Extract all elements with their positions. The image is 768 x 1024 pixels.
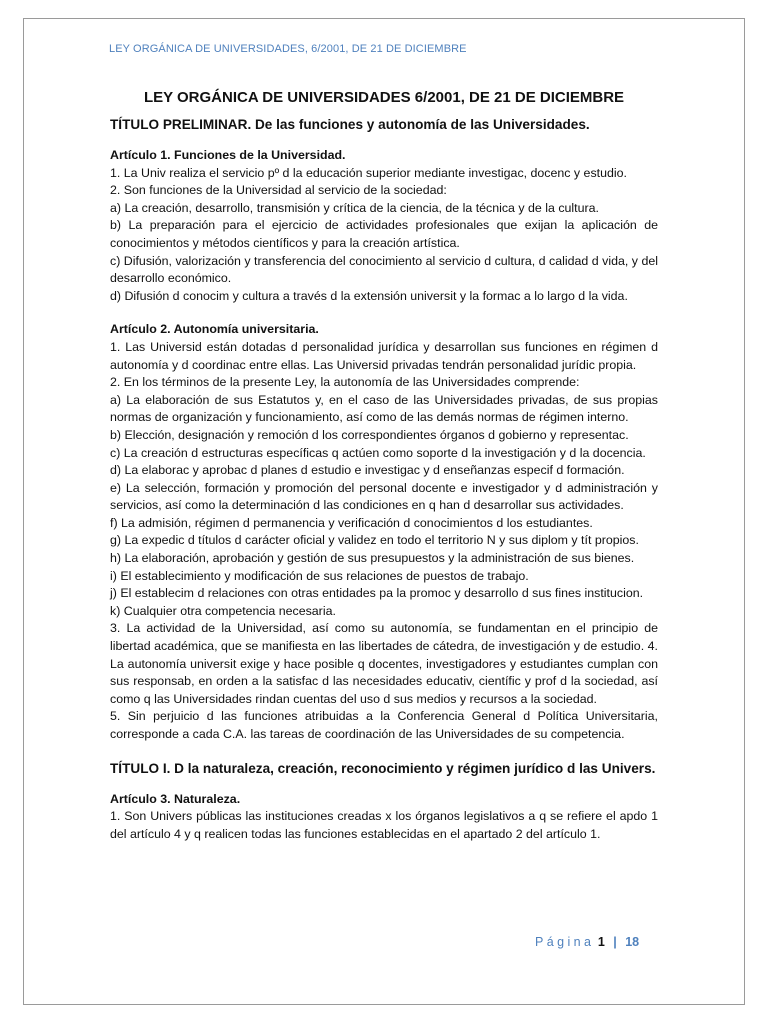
running-header: LEY ORGÁNICA DE UNIVERSIDADES, 6/2001, DE 21 DE DICIEMBRE <box>109 43 467 55</box>
titulo-i-heading: TÍTULO I. D la naturaleza, creación, reconocimiento y régimen jurídico d las Univers. <box>110 760 656 776</box>
paragraph: 1. Son Univers públicas las instituciones creadas x los órganos legislativos a q se refiere el apdo 1 del artículo 4 y q realicen todas las funciones establecidas en el apartado 2 del artículo 1. <box>110 809 658 841</box>
paragraph: b) La preparación para el ejercicio de actividades profesionales que exijan la aplicación de conocimientos y métodos científicos y para la creación artística. <box>110 218 658 250</box>
document-body <box>110 88 658 859</box>
page-footer <box>535 935 639 949</box>
articulo-2 <box>110 321 658 743</box>
total-pages: 18 <box>625 935 640 949</box>
paragraph: 2. Son funciones de la Universidad al servicio de la sociedad: <box>110 183 447 198</box>
paragraph: d) Difusión d conocim y cultura a través d la extensión universit y la formac a lo largo d la vida. <box>110 288 628 303</box>
articulo-1 <box>110 147 658 305</box>
document-title: LEY ORGÁNICA DE UNIVERSIDADES 6/2001, DE 21 DE DICIEMBRE <box>143 89 625 106</box>
paragraph: a) La creación, desarrollo, transmisión y crítica de la ciencia, de la técnica y de la cultura. <box>110 200 599 215</box>
paragraph: i) El establecimiento y modificación de sus relaciones de puestos de trabajo. <box>110 568 529 583</box>
paragraph: b) Elección, designación y remoción d los correspondientes órganos d gobierno y representac. <box>110 427 629 442</box>
paragraph: j) El establecim d relaciones con otras entidades pa la promoc y desarrollo d sus fines institucion. <box>110 586 644 601</box>
articulo-1-heading: Artículo 1. Funciones de la Universidad. <box>110 148 346 162</box>
articulo-3-heading: Artículo 3. Naturaleza. <box>110 791 241 806</box>
page-number: 1 <box>597 935 605 949</box>
page-separator: | <box>613 935 617 949</box>
paragraph: c) La creación d estructuras específicas q actúen como soporte d la investigación y d la docencia. <box>110 445 646 460</box>
paragraph: k) Cualquier otra competencia necesaria. <box>110 603 336 618</box>
titulo-preliminar-heading: TÍTULO PRELIMINAR. De las funciones y autonomía de las Universidades. <box>110 117 590 132</box>
page-label: Página <box>535 935 595 949</box>
paragraph: a) La elaboración de sus Estatutos y, en el caso de las Universidades privadas, de sus propias normas de organización y funcionamiento, así como de las demás normas de régimen interno. <box>110 392 658 425</box>
paragraph: 1. La Univ realiza el servicio pº d la educación superior mediante investigac, docenc y estudio. <box>110 165 627 180</box>
paragraph: 3. La actividad de la Universidad, así como su autonomía, se fundamentan en el principio de libertad académica, que se manifiesta en las libertades de cátedra, de investigación y de estudio. 4. La autonomía universit exige y hace posible q docentes, investigadores y estudiantes cumplan con sus responsab, en orden a la satisfac d las necesidades educativ, científic y prof d la sociedad, así como q las Universidades rindan cuentas del uso d sus medios y recursos a la sociedad. <box>110 621 658 706</box>
paragraph: g) La expedic d títulos d carácter oficial y validez en todo el territorio N y sus diplom y tít propios. <box>110 533 639 548</box>
paragraph: e) La selección, formación y promoción del personal docente e investigador y d administración y servicios, así como la determinación d las condiciones en q han d desarrollar sus actividades. <box>110 480 658 513</box>
articulo-3 <box>110 791 658 844</box>
articulo-3-paragraphs <box>110 808 658 843</box>
paragraph: 2. En los términos de la presente Ley, la autonomía de las Universidades comprende: <box>110 375 580 390</box>
paragraph: 1. Las Universid están dotadas d personalidad jurídica y desarrollan sus funciones en régimen d autonomía y d coordinac entre ellas. Las Universid privadas tendrán personalidad jurídic propia. <box>110 339 658 372</box>
paragraph: c) Difusión, valorización y transferencia del conocimiento al servicio d cultura, d calidad d vida, y del desarrollo económico. <box>110 253 658 286</box>
paragraph: f) La admisión, régimen d permanencia y verificación d conocimientos d los estudiantes. <box>110 515 593 530</box>
articulo-2-paragraphs <box>110 339 658 744</box>
paragraph: h) La elaboración, aprobación y gestión de sus presupuestos y la administración de sus bienes. <box>110 551 635 566</box>
paragraph: d) La elaborac y aprobac d planes d estudio e investigac y d enseñanzas especif d formación. <box>110 463 625 478</box>
articulo-1-paragraphs <box>110 165 658 306</box>
paragraph: 5. Sin perjuicio d las funciones atribuidas a la Conferencia General d Política Universitaria, corresponde a cada C.A. las tareas de coordinación de las Universidades de su competencia. <box>110 709 658 741</box>
articulo-2-heading: Artículo 2. Autonomía universitaria. <box>110 322 319 337</box>
